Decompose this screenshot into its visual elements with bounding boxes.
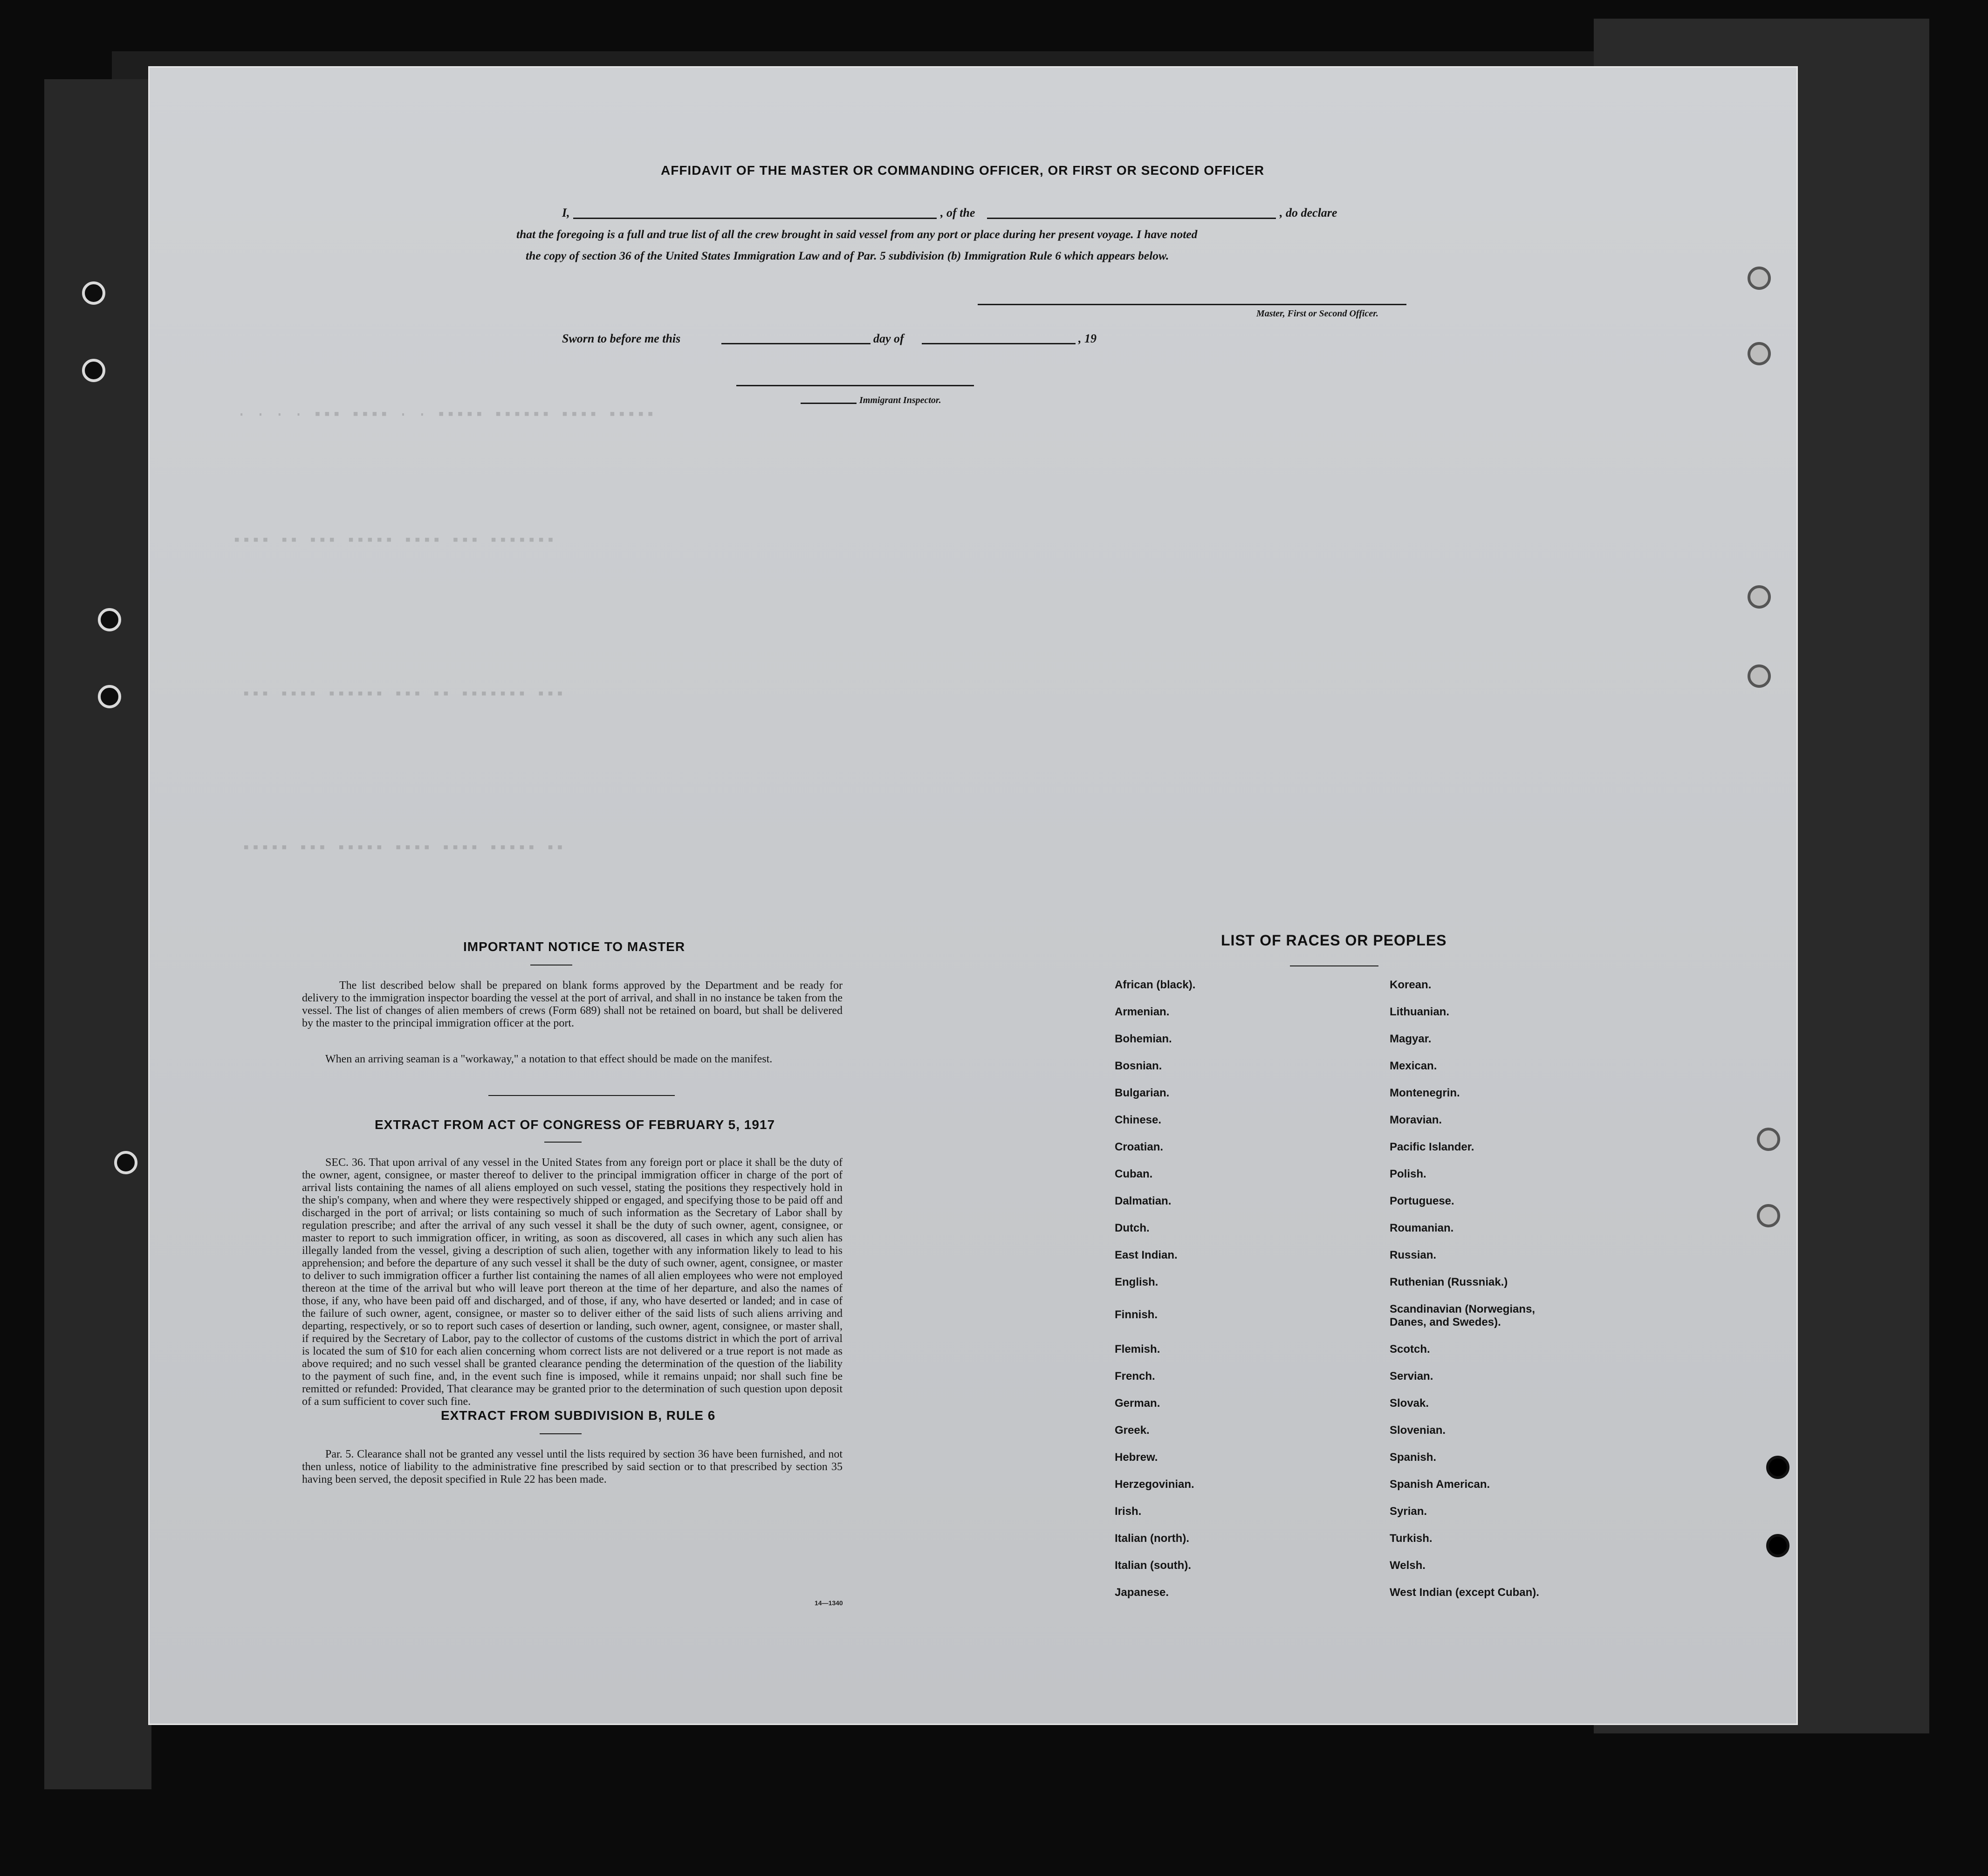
section-divider xyxy=(488,1095,675,1096)
race-right: Portuguese. xyxy=(1390,1195,1454,1207)
race-right: Syrian. xyxy=(1390,1505,1427,1518)
race-right: Spanish American. xyxy=(1390,1478,1490,1491)
notice-title: IMPORTANT NOTICE TO MASTER xyxy=(463,939,686,954)
race-left: Flemish. xyxy=(1115,1343,1160,1356)
extract-act-title: EXTRACT FROM ACT OF CONGRESS OF FEBRUARY 5, 1917 xyxy=(375,1117,775,1132)
binder-hole xyxy=(114,1151,137,1174)
race-right: Slovenian. xyxy=(1390,1424,1446,1437)
affidavit-declare-label: , do declare xyxy=(1280,206,1337,219)
sworn-date-blank xyxy=(721,343,871,344)
race-left: East Indian. xyxy=(1115,1249,1178,1261)
day-of-label: day of xyxy=(873,332,904,345)
race-left: Croatian. xyxy=(1115,1141,1164,1153)
race-right: Korean. xyxy=(1390,979,1432,991)
affidavit-title: AFFIDAVIT OF THE MASTER OR COMMANDING OFFICER, OR FIRST OR SECOND OFFICER xyxy=(661,163,1265,178)
race-right: Ruthenian (Russniak.) xyxy=(1390,1276,1508,1288)
race-left: Hebrew. xyxy=(1115,1451,1158,1464)
punch-hole xyxy=(1766,1456,1789,1479)
inspector-blank-line xyxy=(736,385,974,386)
punch-hole xyxy=(1748,664,1771,688)
race-right: Polish. xyxy=(1390,1168,1426,1180)
race-right: Servian. xyxy=(1390,1370,1433,1383)
race-left: Dutch. xyxy=(1115,1222,1150,1234)
show-through-text: ▪▪▪▪▪ ▪▪▪ ▪▪▪▪▪ ▪▪▪▪ ▪▪▪▪ ▪▪▪▪▪ ▪▪ xyxy=(241,840,565,857)
race-left: French. xyxy=(1115,1370,1155,1383)
name-blank-line xyxy=(573,218,937,219)
race-left: Bulgarian. xyxy=(1115,1087,1170,1099)
affidavit-of-the-label: , of the xyxy=(940,206,975,219)
year-label: , 19 xyxy=(1078,332,1097,345)
race-right: West Indian (except Cuban). xyxy=(1390,1586,1539,1599)
race-left: Chinese. xyxy=(1115,1114,1162,1126)
master-signature-caption: Master, First or Second Officer. xyxy=(1256,308,1378,319)
show-through-text: ▪▪▪ ▪▪▪▪ ▪▪▪▪▪▪ ▪▪▪ ▪▪ ▪▪▪▪▪▪▪ ▪▪▪ xyxy=(241,686,565,704)
punch-hole xyxy=(1748,267,1771,290)
extract-act-divider xyxy=(544,1142,582,1143)
race-right: Russian. xyxy=(1390,1249,1437,1261)
extract-act-body: SEC. 36. That upon arrival of any vessel in the United States from any foreign port or place it shall be the duty of the owner, agent, consignee, or master thereof to deliver to the principal immigration officer in charge of the port of arrival lists containing the names of all aliens employed on such vessel, stating the positions they respectively hold in the ship's company, when and where they were respectively shipped or engaged, and specifying those to be paid off and discharged in the port of arrival; or lists containing so much of such information as the Secretary of Labor shall by regulation prescribe; and after the arrival of any such vessel it shall be the duty of such owner, agent, consignee, or master to report to such immigration officer, in writing, as soon as discovered, all cases in which any such alien has illegally landed from the vessel, giving a description of such alien, together with any information likely to lead to his apprehension; and before the departure of any such vessel it shall be the duty of such owner, agent, consignee, or master to deliver to such immigration officer a further list containing the names of all alien employees who were not employed thereon at the time of the arrival but who will leave port thereon at the time of her departure, and also the names of those, if any, who have been paid off and discharged, and of those, if any, who have deserted or landed; and in case of the failure of such owner, agent, consignee, or master so to deliver either of the said lists of such aliens arriving and departing, respectively, or so to report such cases of desertion or landing, such owner, agent, consignee, or master shall, if required by the Secretary of Labor, pay to the collector of customs of the customs district in which the port of arrival is located the sum of $10 for each alien concerning whom correct lists are not delivered or a true report is not made as above required; and no such vessel shall be granted clearance pending the determination of the question of the liability to the payment of such fine, and, in the event such fine is imposed, while it remains unpaid; nor shall such fine be remitted or refunded: Provided, That clearance may be granted prior to the determination of such question upon deposit of a sum sufficient to cover such fine. xyxy=(302,1157,843,1408)
affidavit-statement-line2: that the foregoing is a full and true list of all the crew brought in said vessel from any port or place during her present voyage. I have noted xyxy=(516,227,1198,241)
race-right: Roumanian. xyxy=(1390,1222,1454,1234)
race-left: Greek. xyxy=(1115,1424,1150,1437)
extract-rule-body: Par. 5. Clearance shall not be granted any vessel until the lists required by section 36 have been furnished, and not then unless, notice of liability to the administrative fine prescribed by said section or to that prescribed by section 35 having been served, the deposit specified in Rule 22 has been made. xyxy=(302,1448,843,1486)
punch-hole xyxy=(1757,1128,1780,1151)
race-right: Scandinavian (Norwegians, Danes, and Swedes). xyxy=(1390,1303,1536,1328)
race-right: Spanish. xyxy=(1390,1451,1437,1464)
race-left: English. xyxy=(1115,1276,1159,1288)
race-right: Scotch. xyxy=(1390,1343,1430,1356)
month-blank-line xyxy=(922,343,1076,344)
extract-rule-divider xyxy=(540,1433,582,1434)
race-left: Dalmatian. xyxy=(1115,1195,1172,1207)
race-left: Irish. xyxy=(1115,1505,1142,1518)
document-page xyxy=(148,66,1798,1725)
sworn-label: Sworn to before me this xyxy=(562,332,681,345)
punch-hole xyxy=(1748,585,1771,609)
race-left: Finnish. xyxy=(1115,1308,1158,1321)
notice-paragraph-1: The list described below shall be prepared on blank forms approved by the Department and be ready for delivery to the immigration inspector boarding the vessel at the port of arrival, and shall in no instance be taken from the vessel. The list of changes of alien members of crews (Form 689) shall not be retained on board, but shall be delivered by the master to the principal immigration officer at the port. xyxy=(302,979,843,1029)
race-right: Mexican. xyxy=(1390,1060,1437,1072)
races-divider xyxy=(1290,965,1378,966)
punch-hole xyxy=(1757,1204,1780,1227)
race-right: Slovak. xyxy=(1390,1397,1429,1410)
race-left: Herzegovinian. xyxy=(1115,1478,1194,1491)
form-number: 14—1340 xyxy=(815,1599,843,1607)
affidavit-i-label: I, xyxy=(562,206,570,219)
extract-rule-title: EXTRACT FROM SUBDIVISION B, RULE 6 xyxy=(441,1408,716,1423)
binder-hole xyxy=(82,281,105,305)
race-right: Pacific Islander. xyxy=(1390,1141,1474,1153)
show-through-text: · · · · ▪▪▪ ▪▪▪▪ · · ▪▪▪▪▪ ▪▪▪▪▪▪ ▪▪▪▪ ▪▪▪▪▪ xyxy=(237,406,655,424)
race-right: Magyar. xyxy=(1390,1033,1432,1045)
race-left: Japanese. xyxy=(1115,1586,1169,1599)
race-left: German. xyxy=(1115,1397,1160,1410)
race-left: African (black). xyxy=(1115,979,1196,991)
vessel-blank-line xyxy=(987,218,1276,219)
show-through-text: ▪▪▪▪ ▪▪ ▪▪▪ ▪▪▪▪▪ ▪▪▪▪ ▪▪▪ ▪▪▪▪▪▪▪ xyxy=(232,532,555,550)
race-right: Turkish. xyxy=(1390,1532,1433,1545)
inspector-caption: Immigrant Inspector. xyxy=(859,395,941,405)
race-left: Italian (north). xyxy=(1115,1532,1189,1545)
race-left: Italian (south). xyxy=(1115,1559,1191,1572)
left-binding-strip xyxy=(44,79,151,1789)
inspector-short-line xyxy=(801,403,857,404)
race-left: Cuban. xyxy=(1115,1168,1153,1180)
races-title: LIST OF RACES OR PEOPLES xyxy=(1221,932,1447,949)
race-left: Bohemian. xyxy=(1115,1033,1172,1045)
punch-hole xyxy=(1748,342,1771,365)
notice-paragraph-2: When an arriving seaman is a "workaway," a notation to that effect should be made on the manifest. xyxy=(325,1053,773,1065)
race-right: Montenegrin. xyxy=(1390,1087,1460,1099)
signature-blank-line xyxy=(978,304,1406,305)
race-right: Welsh. xyxy=(1390,1559,1426,1572)
binder-hole xyxy=(82,359,105,382)
binder-hole xyxy=(98,608,121,631)
race-left: Bosnian. xyxy=(1115,1060,1162,1072)
race-right: Lithuanian. xyxy=(1390,1006,1449,1018)
race-right: Moravian. xyxy=(1390,1114,1442,1126)
punch-hole xyxy=(1766,1534,1789,1557)
binder-hole xyxy=(98,685,121,708)
race-left: Armenian. xyxy=(1115,1006,1170,1018)
affidavit-statement-line3: the copy of section 36 of the United States Immigration Law and of Par. 5 subdivision (b) Immigration Rule 6 which appears below. xyxy=(526,249,1169,262)
